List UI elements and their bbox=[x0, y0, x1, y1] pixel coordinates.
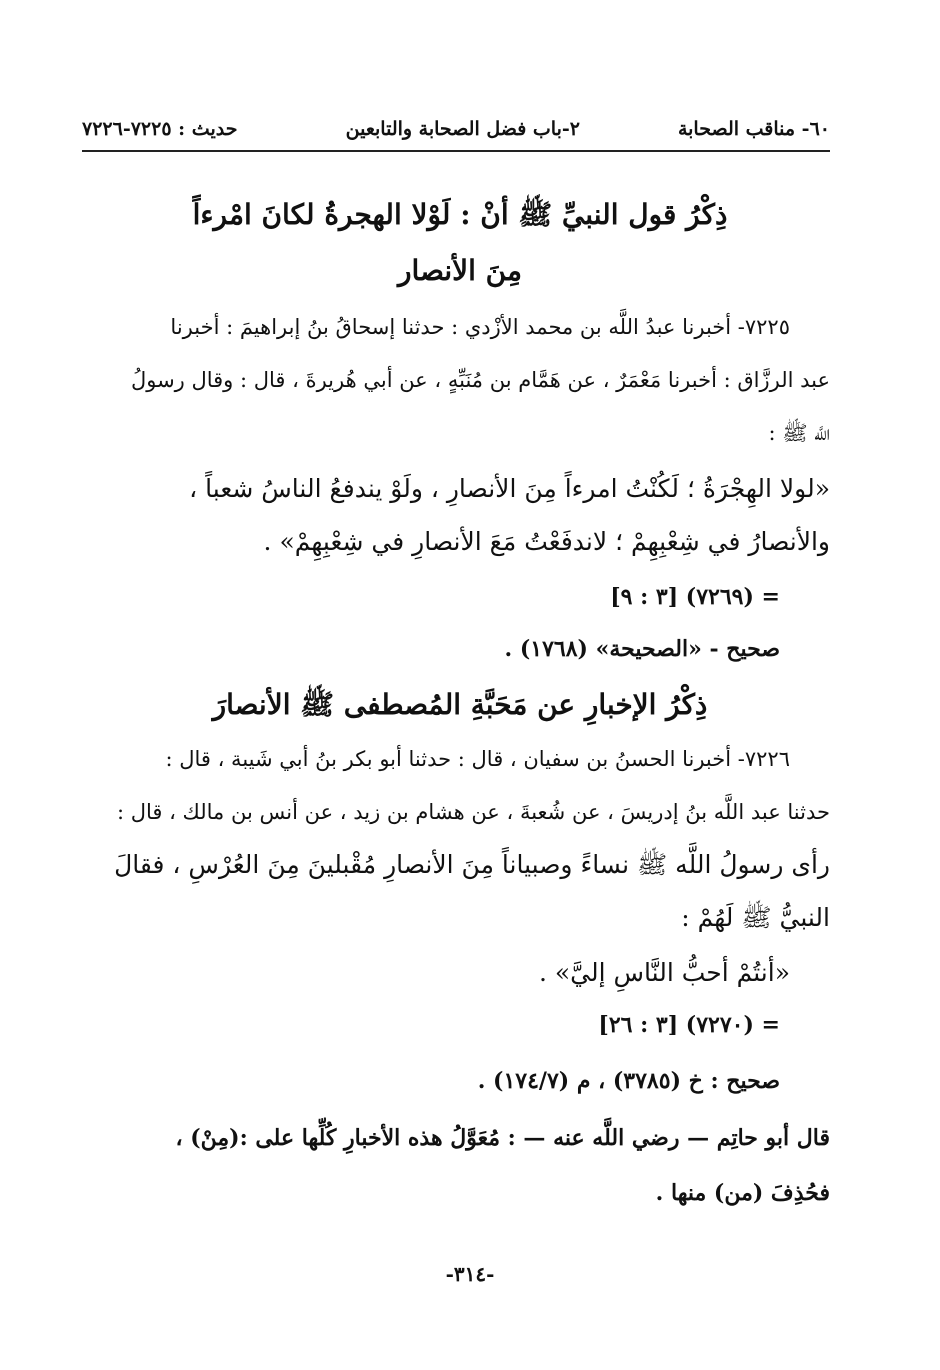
section2-title: ذِكْرُ الإخبارِ عن مَحَبَّةِ المُصطفى ﷺ الأنصارَ bbox=[212, 688, 708, 721]
header-rule bbox=[82, 150, 830, 152]
hadith-7225-grading: صحيح - «الصحيحة» (١٧٦٨) . bbox=[504, 636, 780, 662]
hadith-7226-grading: صحيح : خ (٣٧٨٥) ، م (١٧٤/٧) . bbox=[477, 1068, 780, 1094]
abu-hatim-note-line1: قال أبو حاتِم — رضي اللَّه عنه — : مُعَوَّلُ هذه الأخبارِ كُلِّها على :(مِنْ) ، bbox=[175, 1125, 830, 1151]
running-header bbox=[82, 112, 830, 146]
hadith-7225-isnad-line2: عبد الرزَّاق : أخبرنا مَعْمَرٌ ، عن هَمَّام بن مُنَبِّهٍ ، عن أبي هُريرةَ ، قال : وقال رسولُ bbox=[130, 368, 830, 392]
hadith-7225-reference: = (٧٢٦٩) [٣ : ٩] bbox=[610, 584, 780, 610]
hadith-7226-reference: = (٧٢٧٠) [٣ : ٢٦] bbox=[598, 1012, 780, 1038]
chapter-title: ٦٠- مناقب الصحابة bbox=[677, 118, 830, 140]
hadith-7225-matn-line1: «لولا الهِجْرَةُ ؛ لَكُنْتُ امرءاً مِنَ الأنصارِ ، ولَوْ يندفعُ الناسُ شعباً ، bbox=[189, 474, 830, 503]
section-title: ٢-باب فضل الصحابة والتابعين bbox=[345, 118, 580, 140]
page-number: -٣١٤- bbox=[445, 1262, 495, 1286]
hadith-7226-matn-line1: رأى رسولُ اللَّه ﷺ نساءً وصبياناً مِنَ الأنصارِ مُقْبلينَ مِنَ العُرْسِ ، فقالَ bbox=[114, 850, 830, 879]
hadith-7226-matn-line2: النبيُّ ﷺ لَهُمْ : bbox=[681, 903, 830, 932]
hadith-7226-isnad-line2: حدثنا عبد اللَّه بنُ إدريسَ ، عن شُعبةَ ، عن هشام بن زيد ، عن أنس بن مالك ، قال : bbox=[116, 800, 830, 824]
hadith-7226-matn-line3: «أنتُمْ أحبُّ النَّاسِ إليَّ» . bbox=[538, 958, 790, 987]
hadith-7225-isnad-line3: اللَّه ﷺ : bbox=[768, 421, 830, 445]
hadith-7225-matn-line2: والأنصارُ في شِعْبِهِمْ ؛ لاندفَعْتُ مَعَ الأنصارِ في شِعْبِهِمْ» . bbox=[263, 527, 830, 556]
hadith-7226-isnad-line1: ٧٢٢٦- أخبرنا الحسنُ بن سفيان ، قال : حدثنا أبو بكر بنُ أبي شَيبة ، قال : bbox=[165, 747, 790, 771]
abu-hatim-note-line2: فحُذِفَ (من) منها . bbox=[655, 1180, 830, 1206]
section1-title-line2: مِنَ الأنصار bbox=[398, 254, 522, 287]
hadith-7225-isnad-line1: ٧٢٢٥- أخبرنا عبدُ اللَّه بن محمد الأزْدي : حدثنا إسحاقُ بنُ إبراهيمَ : أخبرنا bbox=[170, 315, 790, 339]
section1-title-line1: ذِكْرُ قول النبيِّ ﷺ أنْ : لَوْلا الهجرةُ لكانَ امْرءاً bbox=[192, 198, 728, 231]
hadith-range: حديث : ٧٢٢٥-٧٢٢٦ bbox=[82, 118, 238, 140]
